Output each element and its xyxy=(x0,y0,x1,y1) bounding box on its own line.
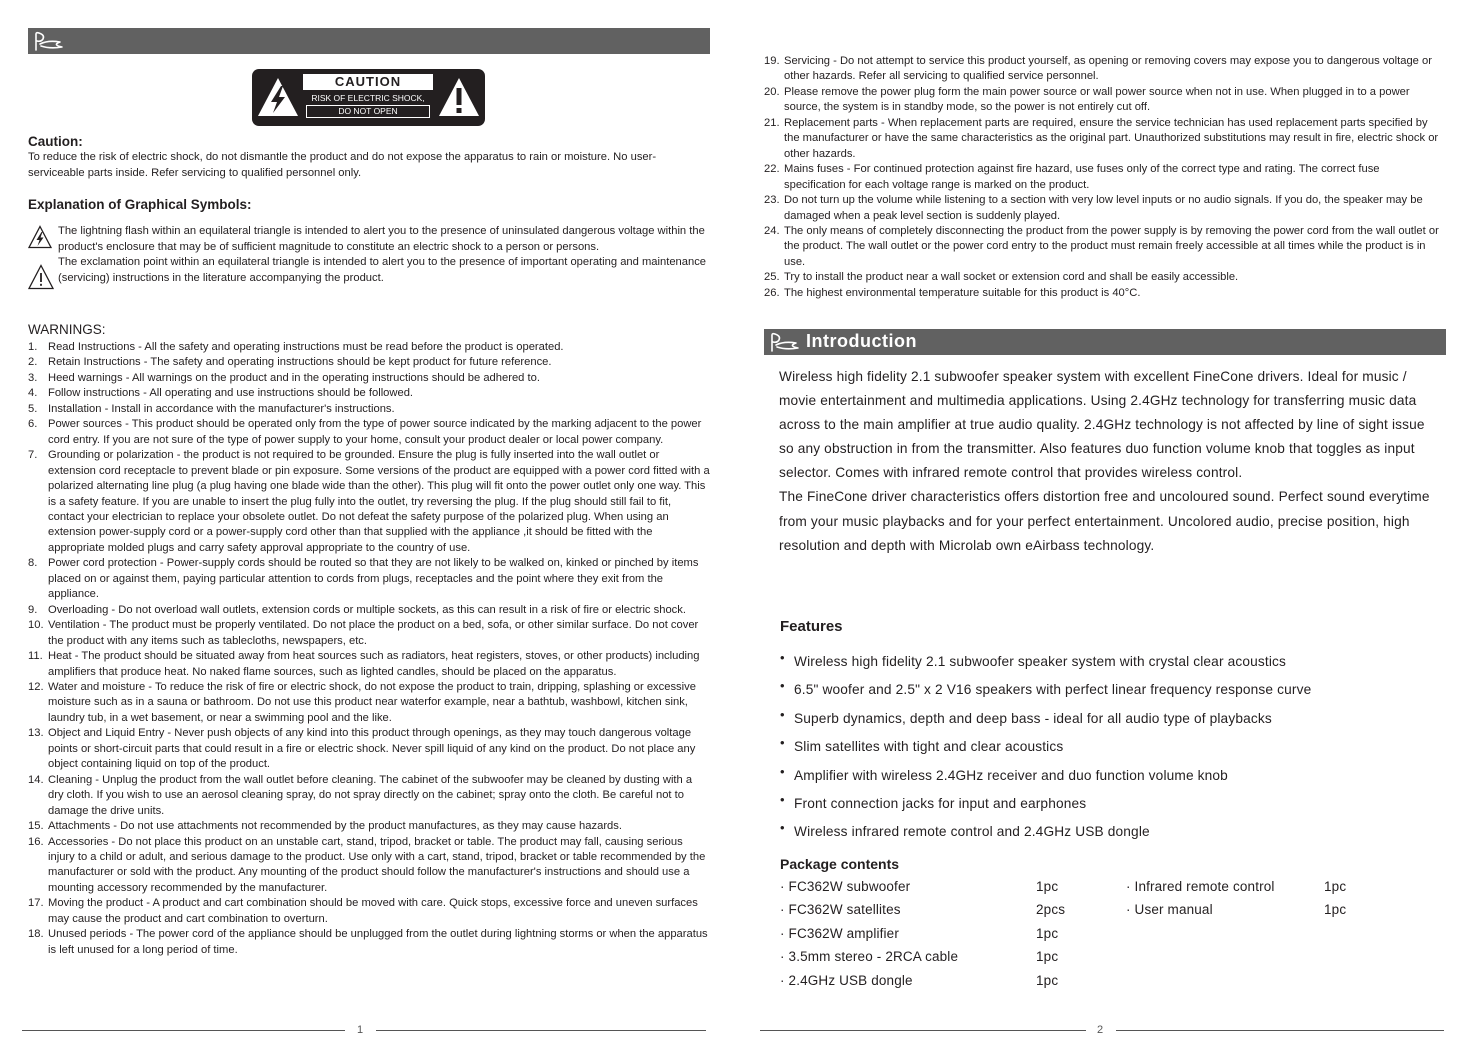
feature-text: Slim satellites with tight and clear acoustics xyxy=(794,739,1064,755)
warning-text: Read Instructions - All the safety and operating instructions must be read before the product is operated. xyxy=(48,341,564,353)
package-qty-cell xyxy=(1324,973,1364,996)
feature-item xyxy=(780,820,1311,852)
symbol-lightning-row xyxy=(28,224,710,256)
bullet-icon: · xyxy=(1126,902,1135,918)
package-item: User manual xyxy=(1134,902,1213,918)
feature-item xyxy=(780,735,1311,767)
feature-item xyxy=(780,650,1311,682)
exclamation-triangle-icon xyxy=(28,264,54,290)
brand-logo-icon xyxy=(32,30,66,52)
warning-text: Retain Instructions - The safety and operating instructions should be kept product for future reference. xyxy=(48,356,552,369)
warning-item xyxy=(28,618,710,649)
warning-item xyxy=(28,835,710,897)
warning-number: 15. xyxy=(28,820,44,833)
package-item: Infrared remote control xyxy=(1134,879,1275,894)
page-1 xyxy=(28,0,718,1049)
introduction-text xyxy=(779,365,1434,558)
caution-word: CAUTION xyxy=(303,74,433,90)
bullet-icon: • xyxy=(780,820,785,836)
warning-item xyxy=(28,417,710,448)
brand-logo-icon xyxy=(768,331,802,353)
section-header-bar xyxy=(28,28,710,54)
package-qty-cell xyxy=(1036,949,1126,972)
bullet-icon: · xyxy=(1126,879,1135,894)
footer-rule xyxy=(22,1030,345,1031)
warning-item xyxy=(28,371,710,386)
warning-text: Water and moisture - To reduce the risk of fire or electric shock, do not expose the product to train, dripping, splashing or excessive moisture such as in a sauna or bathroom. Do not use this product near waterfor example, near a bathtub, washbowl, kitchen sink, laundry tub, in a wet basement, or near a swimming pool and the like. xyxy=(48,680,696,724)
package-item-cell xyxy=(1126,902,1324,925)
package-item-cell xyxy=(780,949,1036,972)
warning-text: Power sources - This product should be operated only from the type of power source indicated by the marking adjacent to the power cord entry. If you are not sure of the type of power supply to your home, consult your product dealer or local power company. xyxy=(48,418,702,446)
feature-item xyxy=(780,791,1311,824)
warning-number: 17. xyxy=(28,897,44,910)
feature-text: 6.5" woofer and 2.5" x 2 V16 speakers with perfect linear frequency response curve xyxy=(794,682,1312,698)
footer-rule xyxy=(1116,1030,1444,1031)
warning-item xyxy=(764,162,1444,193)
package-qty-cell xyxy=(1324,949,1364,972)
warning-item xyxy=(28,340,710,355)
warning-text: Do not turn up the volume while listening to a section with very low level inputs or no audio signals. If you do, the speaker may be damaged when a peak level section is suddenly played. xyxy=(784,194,1423,222)
package-item: FC362W satellites xyxy=(788,902,901,918)
warning-item xyxy=(28,355,710,370)
warning-item xyxy=(28,556,710,602)
warning-number: 13. xyxy=(28,727,44,740)
warning-number: 10. xyxy=(28,619,44,632)
warning-item xyxy=(28,726,710,772)
package-qty-cell xyxy=(1324,879,1364,902)
warning-item xyxy=(28,386,710,401)
warning-text: The only means of completely disconnecting the product from the power supply is by removing the power cord from the wall outlet or the product. The wall outlet or the power cord entry to the product must remain freely accessible at all times while the product is in use. xyxy=(784,224,1439,268)
warning-item xyxy=(28,448,710,556)
caution-subtext xyxy=(303,93,433,118)
caution-label xyxy=(252,69,485,126)
warning-text: Moving the product - A product and cart combination should be moved with care. Quick stops, excessive force and uneven surfaces may cause the product and cart combination to overturn. xyxy=(48,897,698,925)
intro-paragraph: Wireless high fidelity 2.1 subwoofer speaker system with excellent FineCone drivers. Ideal for music / movie entertainment and multimedia applications. Using 2.4GHz technology for transferring music data across to the main amplifier at true audio quality. 2.4GHz technology is not affected by line of sight issue so any obstruction in from the transmitter. Also features duo function volume knob that toggles as input selector. Comes with infrared remote control that provides wireless control. xyxy=(779,369,1425,481)
page-2 xyxy=(764,0,1448,1049)
warning-item xyxy=(28,649,710,680)
bullet-icon: · xyxy=(780,949,789,965)
package-qty-cell xyxy=(1324,926,1364,949)
lightning-triangle-icon xyxy=(28,225,52,249)
feature-text: Wireless infrared remote control and 2.4GHz USB dongle xyxy=(794,824,1150,840)
bullet-icon: • xyxy=(780,706,785,722)
introduction-header-bar xyxy=(764,329,1446,355)
warning-number: 22. xyxy=(764,163,780,176)
warning-number: 9. xyxy=(28,603,38,616)
package-qty: 1pc xyxy=(1036,949,1059,965)
warning-text: Attachments - Do not use attachments not recommended by the product manufactures, as they may cause hazards. xyxy=(48,820,622,833)
feature-text: Superb dynamics, depth and deep bass - ideal for all audio type of playbacks xyxy=(794,710,1272,726)
package-qty: 1pc xyxy=(1036,879,1059,894)
warning-text: Accessories - Do not place this product on an unstable cart, stand, tripod, bracket or table. The product may fall, causing serious injury to a child or adult, and serious damage to the product. Use only with a cart, stand, tripod, bracket or table recommended by the manufacturer or sold with the product. Any mounting of the product should follow the manufacturer's instructions and should use a mounting accessory recommended by the manufacturer. xyxy=(48,835,706,894)
warning-text: Servicing - Do not attempt to service this product yourself, as opening or removing covers may expose you to dangerous voltage or other hazards. Refer all servicing to qualified service personnel. xyxy=(784,55,1432,83)
warning-number: 19. xyxy=(764,55,780,67)
package-item-cell xyxy=(780,926,1036,949)
warning-item xyxy=(764,193,1444,224)
warning-item xyxy=(28,680,710,726)
package-qty: 1pc xyxy=(1036,972,1059,988)
warning-number: 3. xyxy=(28,371,38,384)
warning-number: 16. xyxy=(28,835,44,848)
package-item: FC362W amplifier xyxy=(788,925,899,941)
package-contents-table xyxy=(780,879,1364,996)
warning-text: Ventilation - The product must be properly ventilated. Do not place the product on a bed, sofa, or other similar surface. Do not cover the product with any items such as tablecloths, newspapers, etc. xyxy=(48,619,699,647)
warning-item xyxy=(28,773,710,819)
package-item: 3.5mm stereo - 2RCA cable xyxy=(788,949,959,965)
page-number: 1 xyxy=(356,1024,364,1036)
footer-rule xyxy=(760,1030,1086,1031)
bullet-icon: · xyxy=(780,902,789,918)
warning-number: 7. xyxy=(28,449,38,462)
warning-number: 21. xyxy=(764,116,780,129)
package-item-cell xyxy=(780,879,1036,902)
warning-text: Overloading - Do not overload wall outlets, extension cords or multiple sockets, as this can result in a risk of fire or electric shock. xyxy=(48,603,686,616)
symbol-lightning-text: The lightning flash within an equilateral triangle is intended to alert you to the presence of uninsulated dangerous voltage within the product's enclosure that may be of sufficient magnitude to constitute an electric shock to a person or persons. xyxy=(58,225,705,253)
warning-item xyxy=(764,85,1444,116)
package-item-cell xyxy=(1126,879,1324,902)
package-qty: 2pcs xyxy=(1036,902,1066,918)
package-row xyxy=(780,949,1364,972)
package-qty-cell xyxy=(1036,973,1126,996)
warning-number: 18. xyxy=(28,928,44,941)
warning-number: 5. xyxy=(28,402,38,415)
caution-text: To reduce the risk of electric shock, do not dismantle the product and do not expose the apparatus to rain or moisture. No user-serviceable parts inside. Refer servicing to qualified personnel only. xyxy=(28,151,657,179)
package-qty-cell xyxy=(1036,902,1126,925)
symbol-exclamation-row xyxy=(28,255,710,291)
warning-number: 24. xyxy=(764,224,780,237)
feature-text: Wireless high fidelity 2.1 subwoofer speaker system with crystal clear acoustics xyxy=(794,654,1287,669)
bullet-icon: • xyxy=(780,735,785,751)
package-row xyxy=(780,973,1364,996)
package-qty-cell xyxy=(1036,926,1126,949)
package-row xyxy=(780,926,1364,949)
warnings-list-continued xyxy=(764,54,1444,301)
package-qty-cell xyxy=(1324,902,1364,925)
warning-item xyxy=(28,927,710,958)
warning-text: Unused periods - The power cord of the appliance should be unplugged from the outlet during lightning storms or when the apparatus is left unused for a long period of time. xyxy=(48,928,708,956)
warning-number: 26. xyxy=(764,286,780,299)
feature-item xyxy=(780,678,1312,710)
warning-number: 23. xyxy=(764,194,780,207)
package-qty-cell xyxy=(1036,879,1126,902)
package-item-cell xyxy=(1126,973,1324,996)
features-heading: Features xyxy=(780,618,843,635)
warning-text: Power cord protection - Power-supply cords should be routed so that they are not likely to be walked on, kinked or pinched by items placed on or against them, paying particular attention to cords from plugs, receptacles and the point where they exit from the appliance. xyxy=(48,557,699,601)
warning-text: Heat - The product should be situated away from heat sources such as radiators, heat registers, stoves, or other products) including amplifiers that produce heat. No naked flame sources, such as lighted candles, should be placed on the apparatus. xyxy=(48,650,700,678)
warning-number: 4. xyxy=(28,387,38,400)
page-footer xyxy=(760,1024,1448,1038)
exclamation-triangle-icon xyxy=(437,76,481,118)
warning-item xyxy=(764,286,1444,301)
warning-text: Please remove the power plug form the main power source or wall power source when not in use. When plugged in to a power source, the system is in standby mode, so the power is not entirely cut off. xyxy=(784,85,1410,114)
page-number: 2 xyxy=(1096,1024,1104,1036)
bullet-icon: • xyxy=(780,791,785,807)
bullet-icon: • xyxy=(780,763,785,779)
warning-item xyxy=(764,270,1444,285)
warning-item xyxy=(28,603,710,618)
warning-text: Heed warnings - All warnings on the product and in the operating instructions should be adhered to. xyxy=(48,371,540,384)
warning-text: Cleaning - Unplug the product from the wall outlet before cleaning. The cabinet of the subwoofer may be cleaned by dusting with a dry cloth. If you wish to use an aerosol cleaning spray, do not spray directly on the cabinet; spray onto the cloth. Be careful not to damage the drive units. xyxy=(48,773,693,817)
warning-number: 2. xyxy=(28,356,38,369)
symbols-heading: Explanation of Graphical Symbols: xyxy=(28,197,252,212)
warning-number: 25. xyxy=(764,271,780,284)
warning-text: Installation - Install in accordance with the manufacturer's instructions. xyxy=(48,402,395,415)
warning-item xyxy=(764,224,1444,270)
intro-paragraph: The FineCone driver characteristics offers distortion free and uncoloured sound. Perfect sound everytime from your music playbacks and for your perfect entertainment. Uncolored audio, precise position, high resolution and depth with Microlab own eAirbass technology. xyxy=(779,489,1430,553)
warning-text: Try to install the product near a wall socket or extension cord and shall be easily accessible. xyxy=(784,271,1239,284)
package-item-cell xyxy=(1126,926,1324,949)
feature-text: Front connection jacks for input and earphones xyxy=(794,795,1087,811)
package-row xyxy=(780,902,1364,925)
warning-number: 8. xyxy=(28,557,38,570)
warning-number: 20. xyxy=(764,85,780,98)
bullet-icon: • xyxy=(780,678,785,694)
warning-number: 14. xyxy=(28,773,44,786)
package-item-cell xyxy=(780,973,1036,996)
warning-item xyxy=(28,402,710,417)
package-heading: Package contents xyxy=(780,856,900,872)
package-qty: 1pc xyxy=(1036,925,1059,941)
package-item-cell xyxy=(1126,949,1324,972)
symbol-exclamation-text: The exclamation point within an equilateral triangle is intended to alert you to the presence of important operating and maintenance (servicing) instructions in the literature accompanying the product. xyxy=(58,256,707,284)
package-row xyxy=(780,879,1364,902)
warning-number: 1. xyxy=(28,341,38,353)
feature-item xyxy=(780,763,1311,796)
package-item-cell xyxy=(780,902,1036,925)
warning-number: 12. xyxy=(28,680,44,693)
features-list xyxy=(780,650,1312,853)
caution-line1: RISK OF ELECTRIC SHOCK, xyxy=(311,93,425,103)
bullet-icon: • xyxy=(780,650,785,665)
warning-item xyxy=(28,819,710,834)
warning-text: Grounding or polarization - the product is not required to be grounded. Ensure the plug is fully inserted into the wall outlet or extension cord receptacle to prevent blade or pin exposure. Some versions of the product are equipped with a power cord fitted with a polarized alternating line plug (a plug having one blade wide than the other). This plug will fit onto the power outlet only one way. This is a safety feature. If you are unable to insert the plug fully into the outlet, try reversing the plug. If the plug should still fail to fit, contact your electrician to replace your obsolete outlet. Do not defeat the safety purpose of the polarized plug. When using an extension power-supply cord or a power-supply cord other than that supplied with the appliance ,it should be fitted with the appropriate molded plugs and carry safety approval appropriate to the country of use. xyxy=(48,449,710,554)
warnings-list xyxy=(28,340,710,958)
warning-item xyxy=(28,896,710,927)
warnings-heading: WARNINGS: xyxy=(28,322,106,337)
warning-text: Mains fuses - For continued protection against fire hazard, use fuses only of the correct type and rating. The correct fuse specification for each voltage range is marked on the product. xyxy=(784,163,1380,191)
warning-text: Object and Liquid Entry - Never push objects of any kind into this product through openings, as they may touch dangerous voltage points or short-circuit parts that could result in a fire or electric shock. Never spill liquid of any kind on the product. Do not place any object containing liquid on top of the product. xyxy=(48,727,696,771)
bullet-icon: · xyxy=(780,925,789,941)
warning-number: 11. xyxy=(28,650,43,663)
bullet-icon: · xyxy=(780,879,789,894)
warning-item xyxy=(764,54,1444,85)
package-qty: 1pc xyxy=(1324,879,1347,894)
warning-text: Follow instructions - All operating and use instructions should be followed. xyxy=(48,387,414,400)
bullet-icon: · xyxy=(780,972,789,988)
footer-rule xyxy=(376,1030,706,1031)
warning-text: The highest environmental temperature suitable for this product is 40°C. xyxy=(784,286,1141,299)
feature-text: Amplifier with wireless 2.4GHz receiver and duo function volume knob xyxy=(794,767,1228,783)
package-qty: 1pc xyxy=(1324,902,1347,918)
feature-item xyxy=(780,706,1311,739)
caution-line2: DO NOT OPEN xyxy=(306,105,430,118)
warning-number: 6. xyxy=(28,418,38,431)
lightning-triangle-icon xyxy=(256,76,300,118)
warning-text: Replacement parts - When replacement parts are required, ensure the service technician has used replacement parts specified by the manufacturer or have the same characteristics as the original part. Unauthorized substitutions may result in fire, electric shock or other hazards. xyxy=(784,116,1439,160)
package-item: FC362W subwoofer xyxy=(788,879,911,894)
introduction-title: Introduction xyxy=(806,331,917,351)
caution-heading: Caution: xyxy=(28,134,83,149)
warning-item xyxy=(764,116,1444,162)
page-footer xyxy=(22,1024,710,1038)
package-item: 2.4GHz USB dongle xyxy=(788,972,913,988)
